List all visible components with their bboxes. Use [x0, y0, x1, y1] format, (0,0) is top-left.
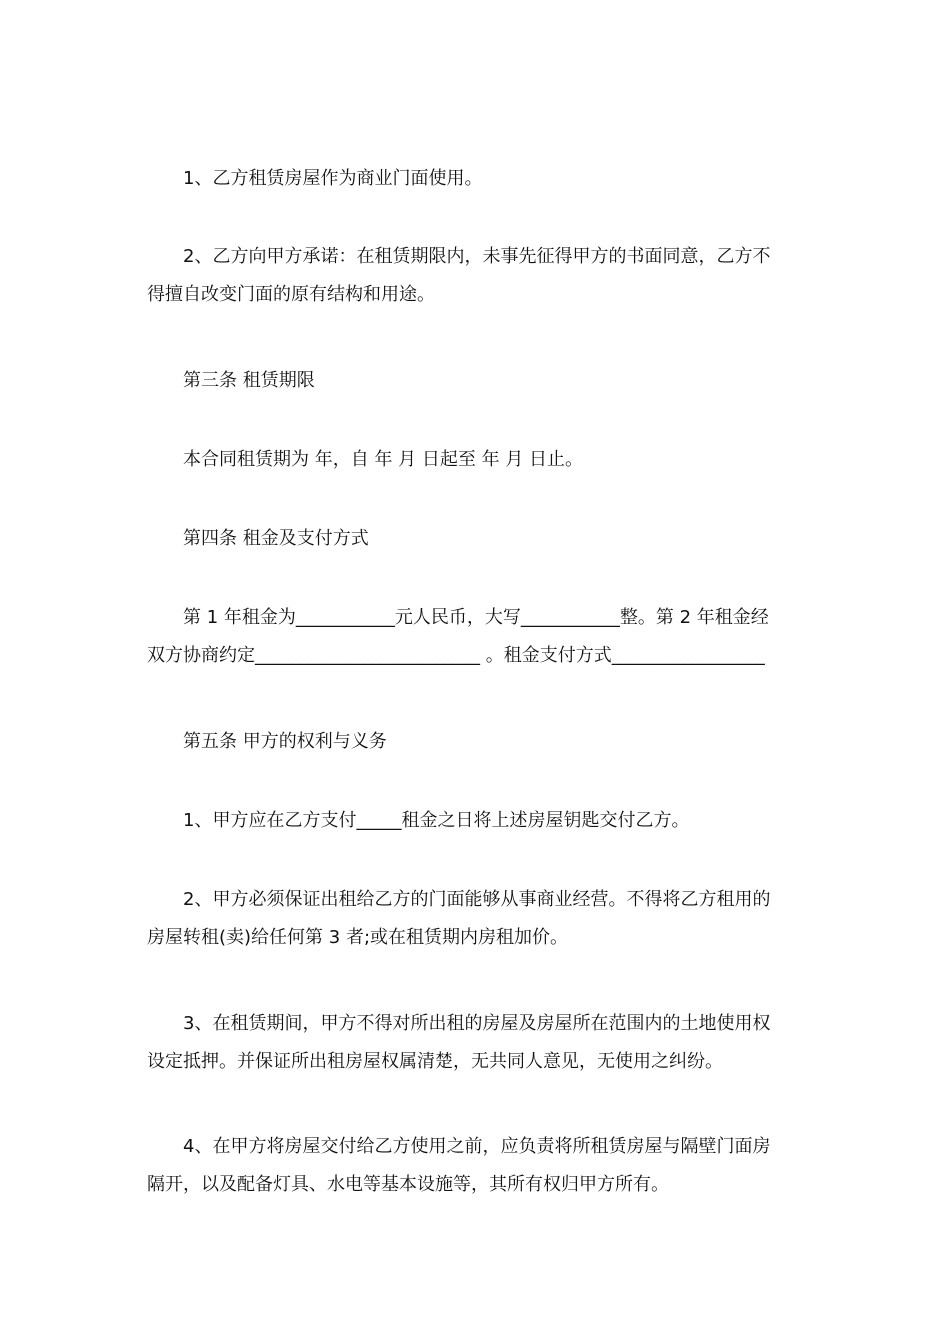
paragraph-line: 设定抵押。并保证所出租房屋权属清楚，无共同人意见，无使用之纠纷。: [147, 1051, 723, 1072]
clause-rent-amount: [147, 599, 807, 675]
paragraph-line: 第三条 租赁期限: [183, 370, 315, 391]
paragraph-line: 4、在甲方将房屋交付给乙方使用之前，应负责将所租赁房屋与隔壁门面房: [183, 1136, 771, 1157]
clause-use-commercial: [147, 160, 807, 198]
paragraph-line: 本合同租赁期为 年，自 年 月 日起至 年 月 日止。: [183, 449, 584, 470]
paragraph-line: 房屋转租(卖)给任何第 3 者;或在租赁期内房租加价。: [147, 927, 569, 948]
clause-partition-facilities: [147, 1128, 807, 1204]
paragraph-line: 1、乙方租赁房屋作为商业门面使用。: [183, 168, 483, 189]
paragraph-line: 第四条 租金及支付方式: [183, 528, 369, 549]
clause-commercial-guarantee: [147, 881, 807, 957]
paragraph-line: 2、乙方向甲方承诺：在租赁期限内，未事先征得甲方的书面同意，乙方不: [183, 246, 771, 267]
paragraph-line: 第 1 年租金为___________元人民币，大写___________整。第 2 年租金经: [183, 607, 769, 628]
paragraph-line: 3、在租赁期间，甲方不得对所出租的房屋及房屋所在范围内的土地使用权: [183, 1013, 771, 1034]
section-heading-lease-term: [147, 362, 807, 400]
section-heading-rent-payment: [147, 520, 807, 558]
clause-lease-period: [147, 441, 807, 479]
clause-key-delivery: [147, 802, 807, 840]
section-heading-party-a-rights: [147, 723, 807, 761]
paragraph-line: 第五条 甲方的权利与义务: [183, 731, 387, 752]
paragraph-line: 1、甲方应在乙方支付_____租金之日将上述房屋钥匙交付乙方。: [183, 810, 690, 831]
clause-no-alteration: [147, 238, 807, 314]
paragraph-line: 隔开，以及配备灯具、水电等基本设施等，其所有权归甲方所有。: [147, 1174, 669, 1195]
paragraph-line: 双方协商约定_________________________ 。租金支付方式_________________: [147, 645, 765, 666]
clause-no-mortgage: [147, 1005, 807, 1081]
paragraph-line: 得擅自改变门面的原有结构和用途。: [147, 284, 435, 305]
paragraph-line: 2、甲方必须保证出租给乙方的门面能够从事商业经营。不得将乙方租用的: [183, 889, 771, 910]
